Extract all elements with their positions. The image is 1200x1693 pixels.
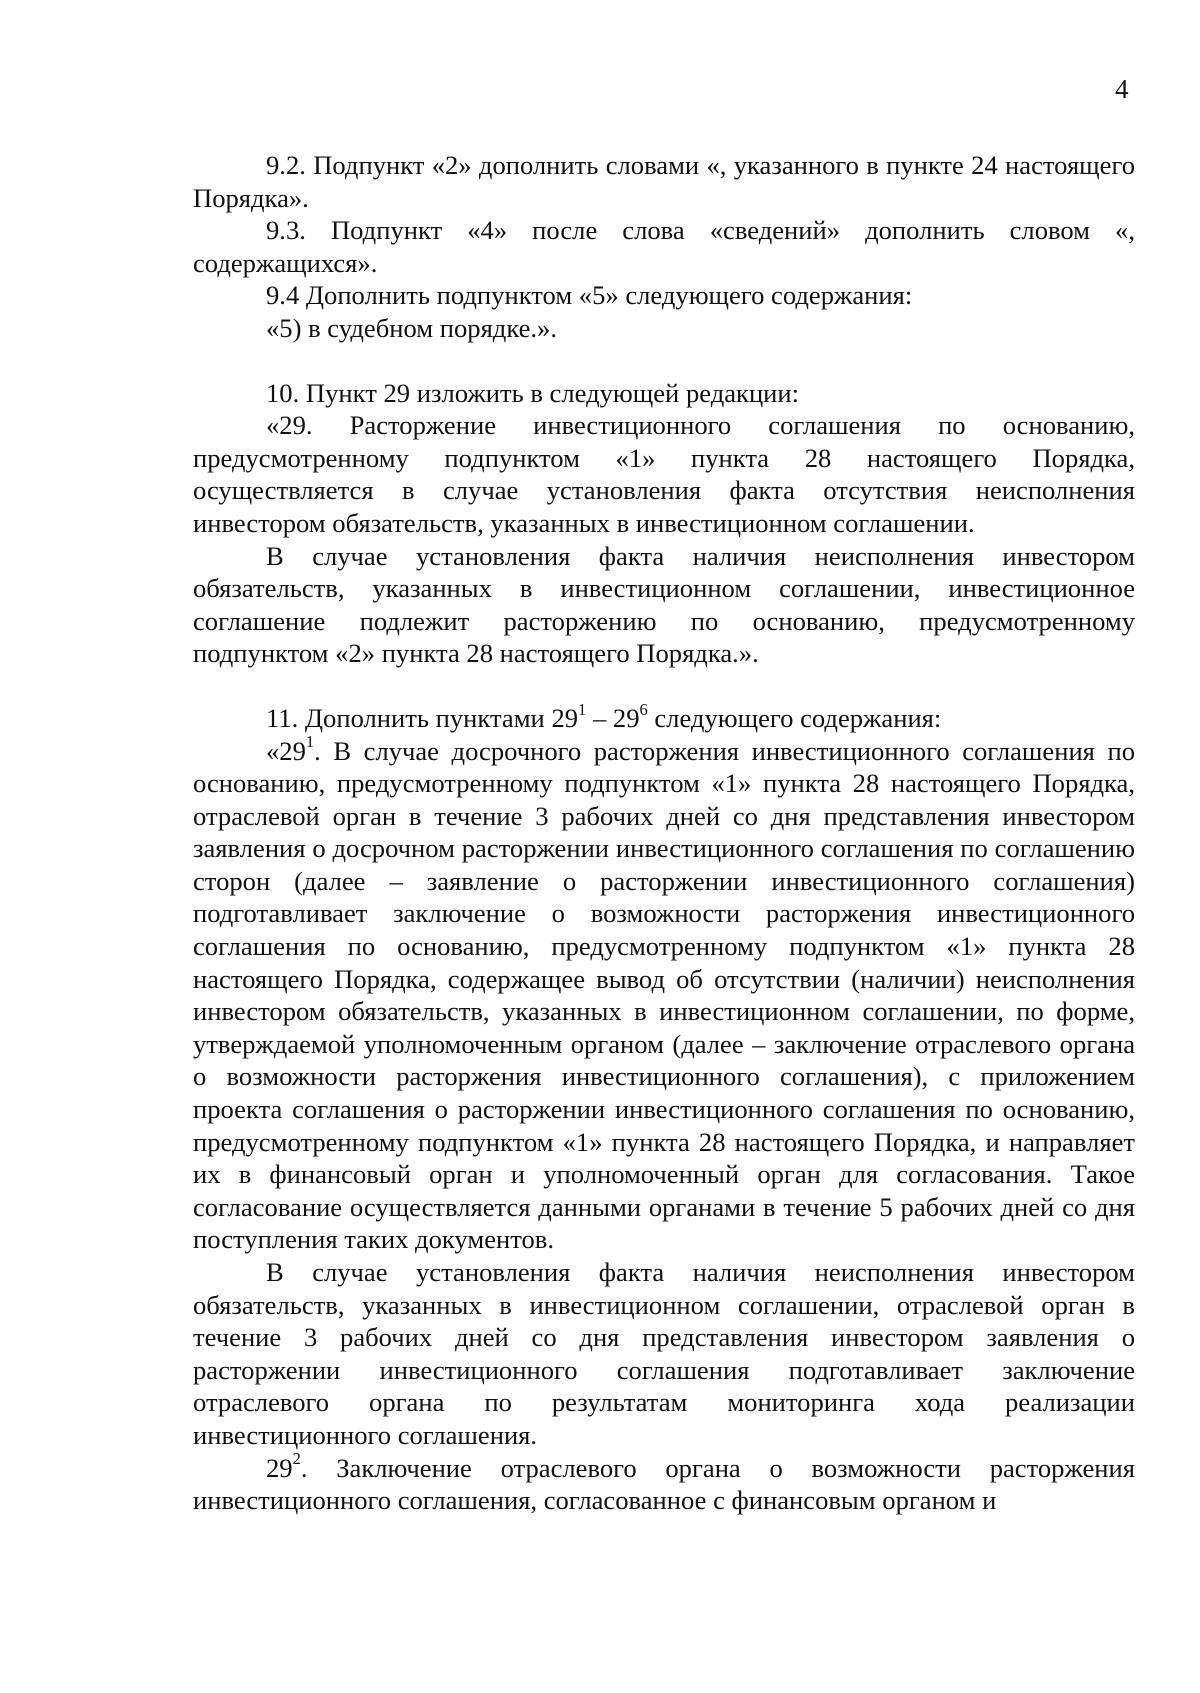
paragraph-9-3: 9.3. Подпункт «4» после слова «сведений» дополнить словом «, содержащихся». bbox=[193, 215, 1135, 278]
text-fragment: – 29 bbox=[586, 702, 640, 733]
text-fragment: следующего содержания: bbox=[647, 702, 942, 733]
paragraph-29-part2: В случае установления факта наличия неисполнения инвестором обязательств, указанных в инвестиционном соглашении, инвестиционное соглашение подлежит расторжению по основанию, предусмотренному подпунктом «2» пункта 28 настоящего Порядка.». bbox=[193, 540, 1135, 669]
paragraph-29: «29. Расторжение инвестиционного соглашения по основанию, предусмотренному подпунктом «1» пункта 28 настоящего Порядка, осуществляется в случае установления факта отсутствия неисполнения инвестором обязательств, указанных в инвестиционном соглашении. bbox=[193, 410, 1135, 538]
paragraph-9-4-item: «5) в судебном порядке.». bbox=[266, 312, 557, 343]
paragraph-9-4: 9.4 Дополнить подпунктом «5» следующего содержания: bbox=[266, 280, 913, 311]
text-fragment: «29 bbox=[266, 735, 306, 766]
text-fragment: 29 bbox=[266, 1452, 293, 1483]
paragraph-10: 10. Пункт 29 изложить в следующей редакции: bbox=[266, 377, 800, 408]
paragraph-11 bbox=[193, 699, 1135, 735]
superscript: 1 bbox=[578, 699, 587, 719]
text-fragment: . Заключение отраслевого органа о возможности расторжения инвестиционного соглашения, согласованное с финансовым органом и bbox=[193, 1452, 1135, 1516]
document-body bbox=[193, 149, 1135, 1517]
superscript: 1 bbox=[305, 732, 315, 752]
page-number: 4 bbox=[1115, 74, 1129, 104]
text-fragment: 11. Дополнить пунктами 29 bbox=[266, 702, 579, 733]
text-fragment: . В случае досрочного расторжения инвестиционного соглашения по основанию, предусмотренному подпунктом «1» пункта 28 настоящего Порядка, отраслевой орган в течение 3 рабочих дней со дня представления инвестором заявления о досрочном расторжении инвестиционного соглашения по соглашению сторон (далее – заявление о расторжении инвестиционного соглашения) подготавливает заключение о возможности расторжения инвестиционного соглашения по основанию, предусмотренному подпунктом «1» пункта 28 настоящего Порядка, содержащее вывод об отсутствии (наличии) неисполнения инвестором обязательств, указанных в инвестиционном соглашении, по форме, утверждаемой уполномоченным органом (далее – заключение отраслевого органа о возможности расторжения инвестиционного соглашения), с приложением проекта соглашения о расторжении инвестиционного соглашения по основанию, предусмотренному подпунктом «1» пункта 28 настоящего Порядка, и направляет их в финансовый орган и уполномоченный орган для согласования. Такое согласование осуществляется данными органами в течение 5 рабочих дней со дня поступления таких документов. bbox=[193, 735, 1135, 1255]
superscript: 6 bbox=[639, 699, 648, 719]
paragraph-9-2: 9.2. Подпункт «2» дополнить словами «, указанного в пункте 24 настоящего Порядка». bbox=[193, 150, 1135, 213]
superscript: 2 bbox=[292, 1449, 301, 1469]
paragraph-29-1 bbox=[193, 732, 1135, 1257]
paragraph-29-2 bbox=[193, 1449, 1135, 1517]
paragraph-29-1-part2: В случае установления факта наличия неисполнения инвестором обязательств, указанных в инвестиционном соглашении, отраслевой орган в течение 3 рабочих дней со дня представления инвестором заявления о расторжении инвестиционного соглашения подготавливает заключение отраслевого органа по результатам мониторинга хода реализации инвестиционного соглашения. bbox=[193, 1257, 1135, 1450]
